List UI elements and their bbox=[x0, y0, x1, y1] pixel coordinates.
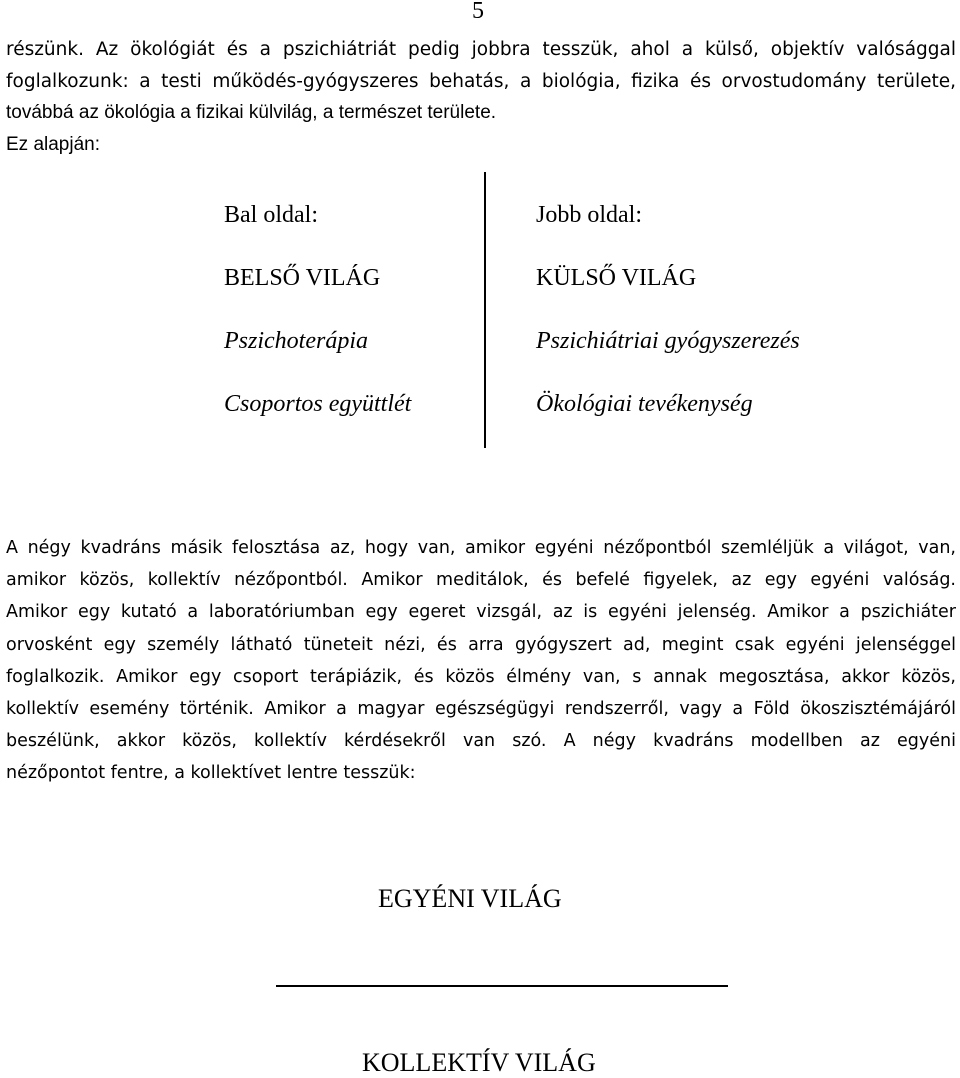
body-line-3: Amikor egy kutató a laboratóriumban egy egeret vizsgál, az is egyéni jelenség. Amikor a pszichiáter bbox=[6, 602, 956, 623]
right-column bbox=[536, 202, 800, 454]
horizontal-divider bbox=[276, 985, 728, 987]
ecological-activity-label: Ökológiai tevékenység bbox=[536, 391, 753, 417]
body-line-8: nézőpontot fentre, a kollektívet lentre tesszük: bbox=[6, 763, 416, 784]
body-line-2: amikor közös, kollektív nézőpontból. Amikor meditálok, és befelé figyelek, az egy egyéni valóság. bbox=[6, 570, 956, 591]
intro-line-2: foglalkozunk: a testi működés-gyógyszeres behatás, a biológia, fizika és orvostudomány területe, bbox=[6, 70, 956, 92]
intro-line-4: Ez alapján: bbox=[6, 133, 101, 155]
inner-world-label: BELSŐ VILÁG bbox=[224, 265, 381, 291]
collective-world-label: KOLLEKTÍV VILÁG bbox=[362, 1048, 596, 1077]
body-line-1: A négy kvadráns másik felosztása az, hogy van, amikor egyéni nézőpontból szemléljük a világot, van, bbox=[6, 538, 956, 558]
body-paragraph bbox=[6, 532, 956, 790]
body-line-6: kollektív esemény történik. Amikor a magyar egészségügyi rendszerről, vagy a Föld ökoszisztémájáról bbox=[6, 699, 956, 720]
body-line-4: orvosként egy személy látható tüneteit nézi, és arra gyógyszert ad, megint csak egyéni jelenséggel bbox=[6, 634, 956, 655]
right-heading: Jobb oldal: bbox=[536, 202, 642, 228]
intro-line-1: részünk. Az ökológiát és a pszichiátriát pedig jobbra tesszük, ahol a külső, objektív valósággal bbox=[6, 39, 956, 60]
body-line-7: beszélünk, akkor közös, kollektív kérdésekről van szó. A négy kvadráns modellben az egyéni bbox=[6, 731, 956, 752]
left-heading: Bal oldal: bbox=[224, 202, 318, 228]
left-column bbox=[224, 202, 411, 454]
psychotherapy-label: Pszichoterápia bbox=[224, 328, 368, 354]
diagram-divider bbox=[484, 172, 486, 448]
body-line-5: foglalkozik. Amikor egy csoport terápiázik, és közös élmény van, s annak megosztása, akkor közös, bbox=[6, 666, 956, 687]
outer-world-label: KÜLSŐ VILÁG bbox=[536, 265, 697, 291]
intro-line-3: továbbá az ökológia a fizikai külvilág, a természet területe. bbox=[6, 102, 497, 123]
page-number: 5 bbox=[472, 0, 484, 24]
psychiatric-medication-label: Pszichiátriai gyógyszerezés bbox=[536, 328, 800, 354]
intro-paragraph bbox=[6, 34, 956, 160]
group-togetherness-label: Csoportos együttlét bbox=[224, 391, 412, 417]
individual-world-label: EGYÉNI VILÁG bbox=[378, 884, 562, 913]
